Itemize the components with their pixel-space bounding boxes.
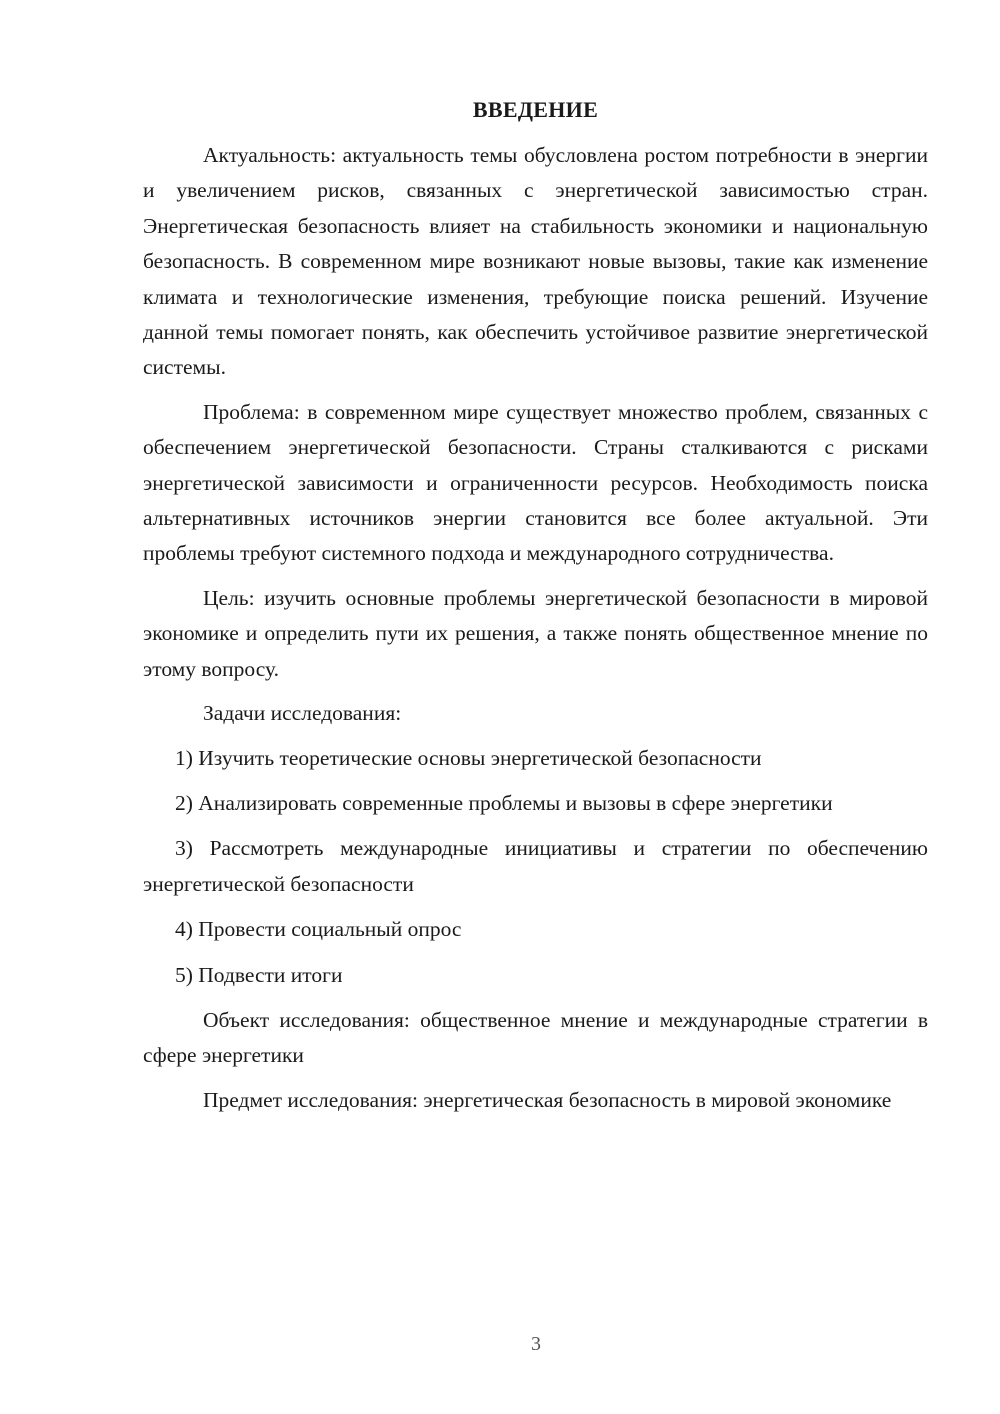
page-number: 3: [531, 1333, 541, 1355]
paragraph-problem: Проблема: в современном мире существует множество проблем, связанных с обеспечением энергетической безопасности. Страны сталкиваются с рисками энергетической зависимости и ограниченности ресурсов. Необходимость поиска альтернативных источников энергии становится все более актуальной. Эти проблемы требуют системного подхода и международного сотрудничества.: [143, 399, 928, 566]
task-item-2: 2) Анализировать современные проблемы и вызовы в сфере энергетики: [175, 790, 833, 815]
page-title: ВВЕДЕНИЕ: [472, 97, 599, 122]
paragraph-subject: Предмет исследования: энергетическая безопасность в мировой экономике: [203, 1087, 892, 1112]
tasks-heading: Задачи исследования:: [203, 701, 402, 726]
paragraph-relevance: Актуальность: актуальность темы обусловлена ростом потребности в энергии и увеличением рисков, связанных с энергетической зависимостью стран. Энергетическая безопасность влияет на стабильность экономики и национальную безопасность. В современном мире возникают новые вызовы, такие как изменение климата и технологические изменения, требующие поиска решений. Изучение данной темы помогает понять, как обеспечить устойчивое развитие энергетической системы.: [143, 143, 928, 380]
task-item-4: 4) Провести социальный опрос: [175, 917, 462, 942]
document-page: [143, 92, 928, 1127]
paragraph-object: Объект исследования: общественное мнение и международные стратегии в сфере энергетики: [143, 1007, 928, 1068]
task-item-3: 3) Рассмотреть международные инициативы и стратегии по обеспечению энергетической безопасности: [143, 836, 928, 896]
task-item-5: 5) Подвести итоги: [175, 962, 343, 987]
paragraph-goal: Цель: изучить основные проблемы энергетической безопасности в мировой экономике и определить пути их решения, а также понять общественное мнение по этому вопросу.: [143, 585, 928, 681]
task-item-1: 1) Изучить теоретические основы энергетической безопасности: [175, 745, 762, 770]
